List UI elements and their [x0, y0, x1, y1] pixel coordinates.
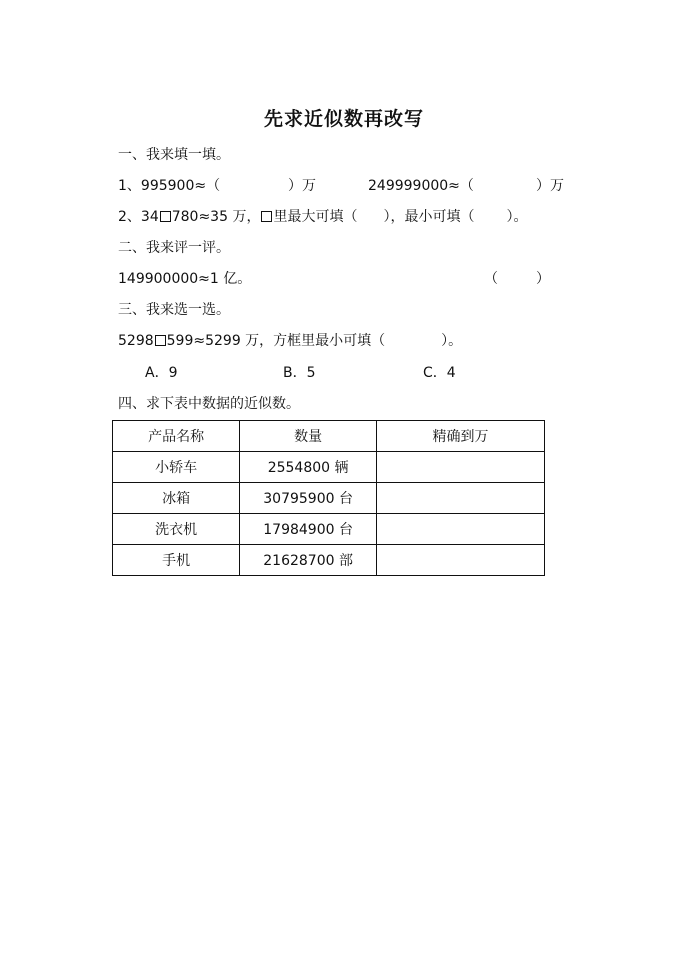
- section-2-heading: 二、我来评一评。: [118, 240, 230, 256]
- table-cell-answer[interactable]: [376, 545, 544, 576]
- square-box-icon: [155, 335, 166, 346]
- column-header-approx: 精确到万: [376, 421, 544, 452]
- section-1-heading: 一、我来填一填。: [118, 147, 230, 163]
- judge-paren-close: ）: [536, 271, 550, 287]
- judge-paren-open: （: [484, 271, 498, 287]
- table-cell-product: 洗衣机: [113, 514, 240, 545]
- table-row: [113, 545, 545, 576]
- q2-line: [118, 208, 527, 226]
- option-b: B．5: [283, 365, 316, 381]
- table-cell-answer[interactable]: [376, 483, 544, 514]
- table-cell-answer[interactable]: [376, 452, 544, 483]
- option-c: C．4: [423, 365, 456, 381]
- section-3-heading: 三、我来选一选。: [118, 302, 230, 318]
- table-header-row: [113, 421, 545, 452]
- q2-close-2: ）。: [506, 209, 528, 225]
- column-header-product: 产品名称: [113, 421, 240, 452]
- table-cell-answer[interactable]: [376, 514, 544, 545]
- table-cell-quantity: 2554800 辆: [240, 452, 377, 483]
- choice-question-close: ）。: [441, 333, 463, 349]
- judge-statement: 149900000≈1 亿。: [118, 271, 252, 287]
- data-table: [112, 420, 545, 576]
- q1-right-close: ）万: [536, 178, 564, 194]
- table-row: [113, 514, 545, 545]
- table-cell-quantity: 21628700 部: [240, 545, 377, 576]
- table-row: [113, 452, 545, 483]
- table-row: [113, 483, 545, 514]
- table-cell-product: 冰箱: [113, 483, 240, 514]
- table-cell-quantity: 30795900 台: [240, 483, 377, 514]
- q2-prefix: 2、34: [118, 209, 159, 225]
- page-title: 先求近似数再改写: [263, 108, 424, 130]
- section-4-heading: 四、求下表中数据的近似数。: [118, 396, 300, 412]
- q2-close-1: ），最小可填（: [383, 209, 475, 225]
- choice-question-start: 5298: [118, 333, 154, 349]
- q1-left-close: ）万: [288, 178, 316, 194]
- table-cell-quantity: 17984900 台: [240, 514, 377, 545]
- q2-after-box: 里最大可填（: [273, 209, 358, 225]
- q1-right-prompt: 249999000≈（: [368, 178, 474, 194]
- table-cell-product: 手机: [113, 545, 240, 576]
- choice-question-rest: 599≈5299 万，方框里最小可填（: [166, 333, 386, 349]
- square-box-icon: [160, 211, 171, 222]
- q2-middle: 780≈35 万，: [171, 209, 261, 225]
- square-box-icon: [261, 211, 272, 222]
- column-header-quantity: 数量: [240, 421, 377, 452]
- option-a: A．9: [145, 365, 178, 381]
- table-cell-product: 小轿车: [113, 452, 240, 483]
- choice-question: [118, 332, 462, 350]
- q1-left-prompt: 1、995900≈（: [118, 178, 221, 194]
